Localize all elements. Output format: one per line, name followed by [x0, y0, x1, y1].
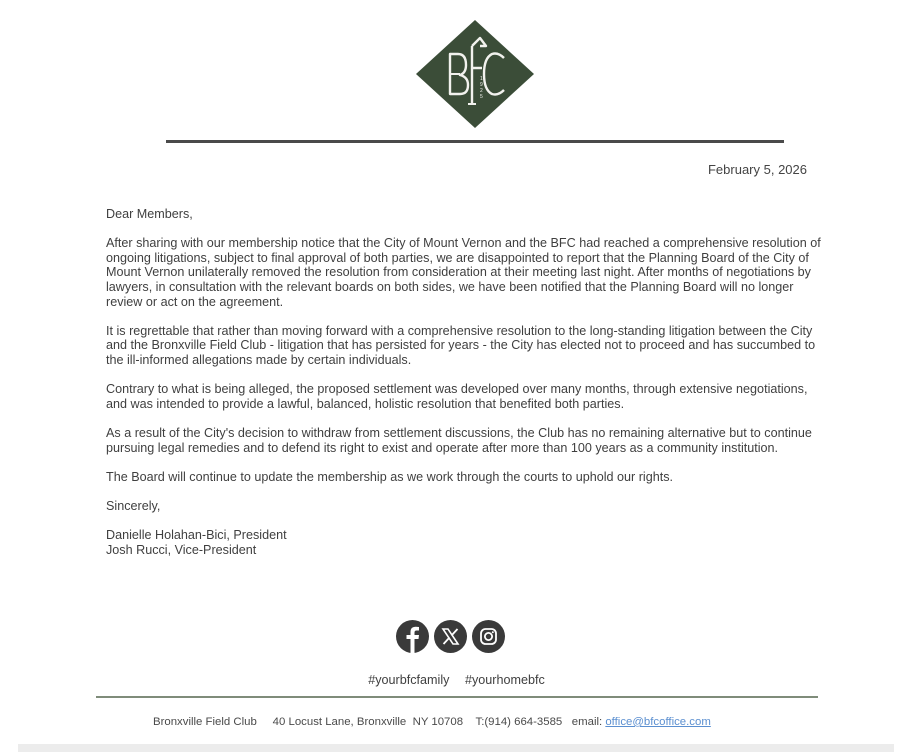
paragraph: The Board will continue to update the membership as we work through the courts to uphold our rights. [106, 469, 674, 484]
footer-club-name: Bronxville Field Club [153, 716, 257, 728]
footer-email-link[interactable]: office@bfcoffice.com [605, 716, 711, 728]
salutation: Dear Members, [106, 207, 193, 221]
footer-phone: T:(914) 664-3585 [475, 716, 563, 728]
instagram-icon[interactable] [472, 620, 505, 653]
svg-text:5: 5 [480, 94, 483, 100]
paragraph: It is regrettable that rather than moving forward with a comprehensive resolution to the long-standing litigation between the City and the Bronxville Field Club - litigation that has persisted for years - the City has elected not to proceed and has succumbed to the ill-informed allegations made by certain individuals. [106, 323, 816, 367]
signatory-vice-president: Josh Rucci, Vice-President [106, 542, 257, 557]
page-bottom-edge [18, 744, 894, 752]
letterhead-divider [166, 140, 784, 143]
hashtag-yourbfcfamily: #yourbfcfamily [368, 673, 450, 687]
hashtags [0, 673, 913, 687]
svg-text:1: 1 [480, 76, 483, 82]
footer-address: 40 Locust Lane, Bronxville NY 10708 [272, 716, 464, 728]
svg-text:9: 9 [480, 82, 483, 88]
paragraph: As a result of the City's decision to withdraw from settlement discussions, the Club has no remaining alternative but to continue pursuing legal remedies and to defend its right to exist and operate after more than 100 years as a community institution. [106, 425, 812, 455]
paragraph: After sharing with our membership notice that the City of Mount Vernon and the BFC had reached a comprehensive resolution of ongoing litigations, subject to final approval of both parties, we are disappointed to report that the Planning Board of the City of Mount Vernon unilaterally removed the resolution from consideration at their meeting last night. After months of negotiations by lawyers, in consultation with the relevant boards on both sides, we have been notified that the Planning Board will no longer review or act on the agreement. [106, 236, 821, 309]
signatory-president: Danielle Holahan-Bici, President [106, 528, 287, 543]
bfc-diamond-logo-icon [414, 18, 536, 130]
facebook-icon[interactable] [396, 620, 429, 653]
footer-email-label: email: [571, 716, 603, 728]
hashtag-yourhomebfc: #yourhomebfc [464, 673, 545, 687]
closing: Sincerely, [106, 498, 161, 513]
letter-body [106, 207, 826, 557]
signature-block [106, 528, 826, 557]
x-twitter-icon[interactable] [434, 620, 467, 653]
social-icons [396, 620, 516, 654]
svg-text:2: 2 [480, 88, 483, 94]
paragraph: Contrary to what is being alleged, the proposed settlement was developed over many months, through extensive negotiations, and was intended to provide a lawful, balanced, holistic resolution that benefited both parties. [106, 382, 808, 411]
footer-contact [153, 716, 711, 728]
bfc-logo [414, 18, 536, 130]
letter-date: February 5, 2026 [707, 162, 807, 177]
footer-divider [96, 696, 818, 698]
